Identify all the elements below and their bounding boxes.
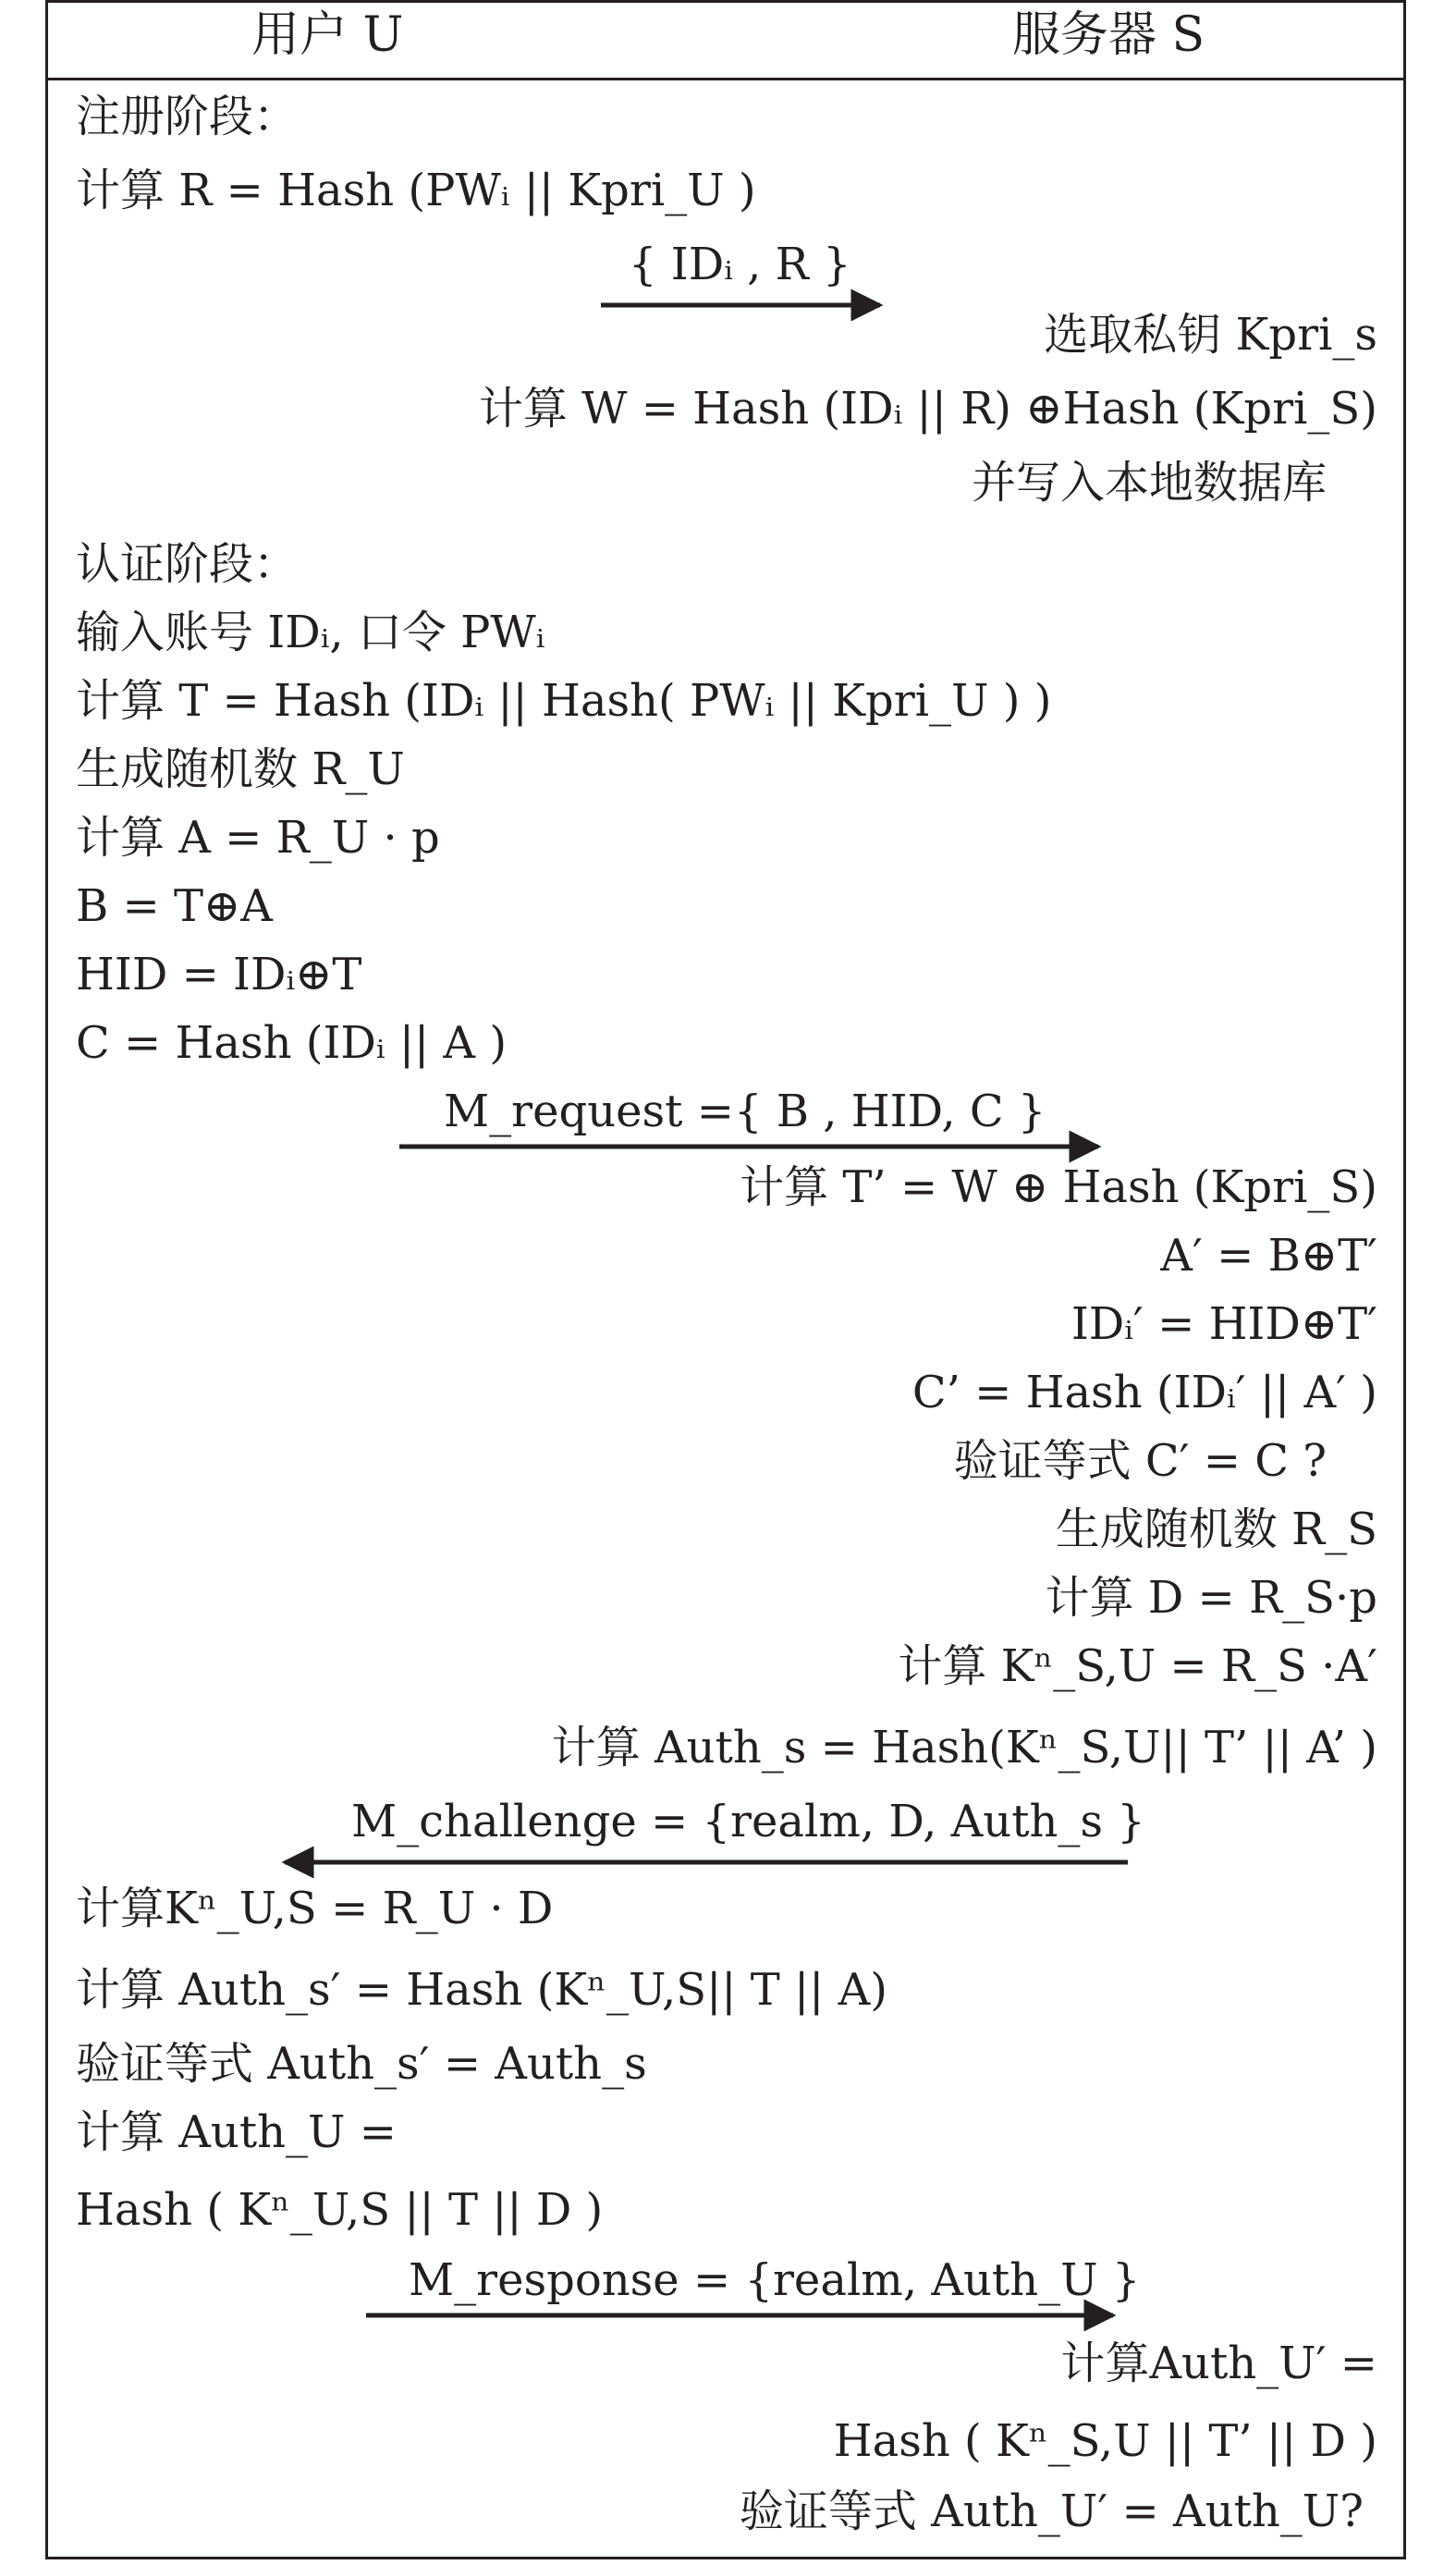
server-step: 计算 Auth_s = Hash(Kⁿ_S,U|| T’ || A’ ) <box>551 1722 1377 1773</box>
user-step: C = Hash (IDᵢ || A ) <box>76 1017 508 1069</box>
user-step: B = T⊕A <box>76 880 273 932</box>
server-step-2: 验证等式 Auth_U′ = Auth_U? <box>739 2485 1364 2537</box>
msg-challenge-label: M_challenge = {realm, D, Auth_s } <box>351 1796 1145 1847</box>
msg-response-label: M_response = {realm, Auth_U } <box>409 2254 1141 2306</box>
server-store: 并写入本地数据库 <box>971 457 1327 509</box>
server-step: C’ = Hash (IDᵢ′ || A′ ) <box>912 1367 1377 1418</box>
user-step-2: 计算Kⁿ_U,S = R_U · D <box>76 1883 554 1934</box>
msg-request-label: M_request ={ B , HID, C } <box>444 1086 1046 1137</box>
server-compute-w: 计算 W = Hash (IDᵢ || R) ⊕Hash (Kpri_S) <box>478 383 1377 435</box>
user-step: 计算 T = Hash (IDᵢ || Hash( PWᵢ || Kpri_U ) ) <box>76 675 1052 727</box>
server-step: IDᵢ′ = HID⊕T′ <box>1071 1298 1377 1350</box>
user-step-2: 验证等式 Auth_s′ = Auth_s <box>76 2038 647 2090</box>
user-step: 生成随机数 R_U <box>76 743 405 795</box>
user-step: HID = IDᵢ⊕T <box>76 949 362 1000</box>
server-step: A′ = B⊕T′ <box>1160 1230 1377 1282</box>
user-step-2: 计算 Auth_U = <box>76 2106 397 2158</box>
registration-title: 注册阶段： <box>76 91 299 142</box>
user-compute-r: 计算 R = Hash (PWᵢ || Kpri_U ) <box>76 165 756 216</box>
server-step: 计算 D = R_S·p <box>1045 1572 1377 1624</box>
server-select-key: 选取私钥 Kpri_s <box>1044 309 1377 361</box>
server-column-header: 服务器 S <box>1012 7 1205 63</box>
server-step-2: 计算Auth_U′ = <box>1060 2338 1377 2389</box>
server-step: 验证等式 C′ = C ? <box>953 1435 1327 1487</box>
user-step: 输入账号 IDᵢ, 口令 PWᵢ <box>76 607 545 658</box>
user-column-header: 用户 U <box>251 7 404 63</box>
user-step-2: Hash ( Kⁿ_U,S || T || D ) <box>76 2184 604 2236</box>
user-step-2: 计算 Auth_s′ = Hash (Kⁿ_U,S|| T || A) <box>76 1964 887 2016</box>
user-step: 计算 A = R_U · p <box>76 812 440 864</box>
server-step: 计算 Kⁿ_S,U = R_S ·A′ <box>898 1640 1377 1692</box>
msg-registration-label: { IDᵢ , R } <box>629 239 851 290</box>
server-step: 计算 T’ = W ⊕ Hash (Kpri_S) <box>740 1161 1377 1213</box>
authentication-title: 认证阶段： <box>76 538 299 590</box>
server-step: 生成随机数 R_S <box>1055 1503 1377 1555</box>
server-step-2: Hash ( Kⁿ_S,U || T’ || D ) <box>833 2415 1377 2467</box>
